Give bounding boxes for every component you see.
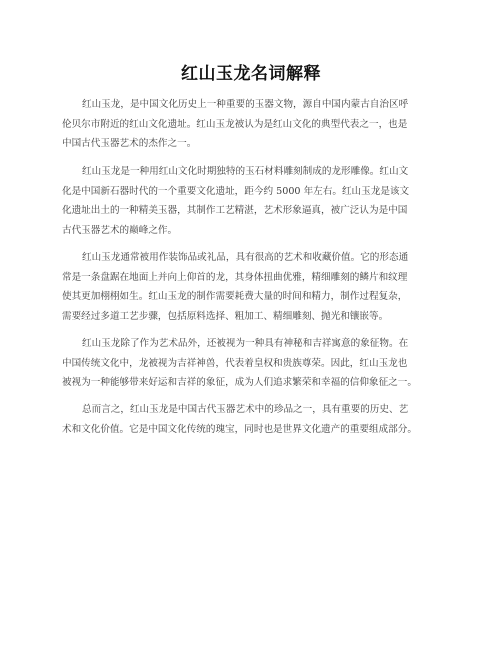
paragraph-line: 中国古代玉器艺术的杰作之一。 [62,138,197,149]
paragraph-1 [62,95,452,154]
paragraph-line: 需要经过多道工艺步骤，包括原料选择、粗加工、精细雕刻、抛光和镶嵌等。 [62,310,389,322]
paragraph-3 [62,248,452,326]
paragraph-line: 化遗址出土的一种精美玉器，其制作工艺精湛，艺术形象逼真，被广泛认为是中国 [62,205,408,216]
paragraph-line: 使其更加栩栩如生。红山玉龙的制作需要耗费大量的时间和精力，制作过程复杂， [62,291,408,302]
paragraph-2 [62,162,452,240]
paragraph-line: 常是一条盘踞在地面上并向上仰首的龙，其身体扭曲优雅，精细雕刻的鳞片和纹理 [62,271,408,283]
paragraph-line: 伦贝尔市附近的红山文化遗址。红山玉龙被认为是红山文化的典型代表之一，也是 [62,118,408,130]
paragraph-4 [62,334,452,393]
paragraph-line: 化是中国新石器时代的一个重要文化遗址，距今约 5000 年左右。红山玉龙是该文 [62,185,410,197]
document-title: 红山玉龙名词解释 [181,64,321,84]
paragraph-line: 中国传统文化中，龙被视为吉祥神兽，代表着皇权和贵族尊荣。因此，红山玉龙也 [62,357,408,369]
paragraph-line: 红山玉龙，是中国文化历史上一种重要的玉器文物，源自中国内蒙古自治区呼 [82,99,409,110]
paragraph-line: 被视为一种能够带来好运和吉祥的象征，成为人们追求繁荣和幸福的信仰象征之一。 [62,377,417,388]
paragraph-line: 古代玉器艺术的巅峰之作。 [62,224,178,236]
paragraph-line: 术和文化价值。它是中国文化传统的瑰宝，同时也是世界文化遗产的重要组成部分。 [62,423,417,435]
paragraph-line: 红山玉龙除了作为艺术品外，还被视为一种具有神秘和吉祥寓意的象征物。在 [82,338,409,349]
paragraph-5 [62,400,452,439]
paragraph-line: 总而言之，红山玉龙是中国古代玉器艺术中的珍品之一，具有重要的历史、艺 [82,404,409,415]
paragraph-line: 红山玉龙通常被用作装饰品或礼品，具有很高的艺术和收藏价值。它的形态通 [82,252,409,263]
paragraph-line: 红山玉龙是一种用红山文化时期独特的玉石材料雕刻制成的龙形雕像。红山文 [82,166,409,177]
